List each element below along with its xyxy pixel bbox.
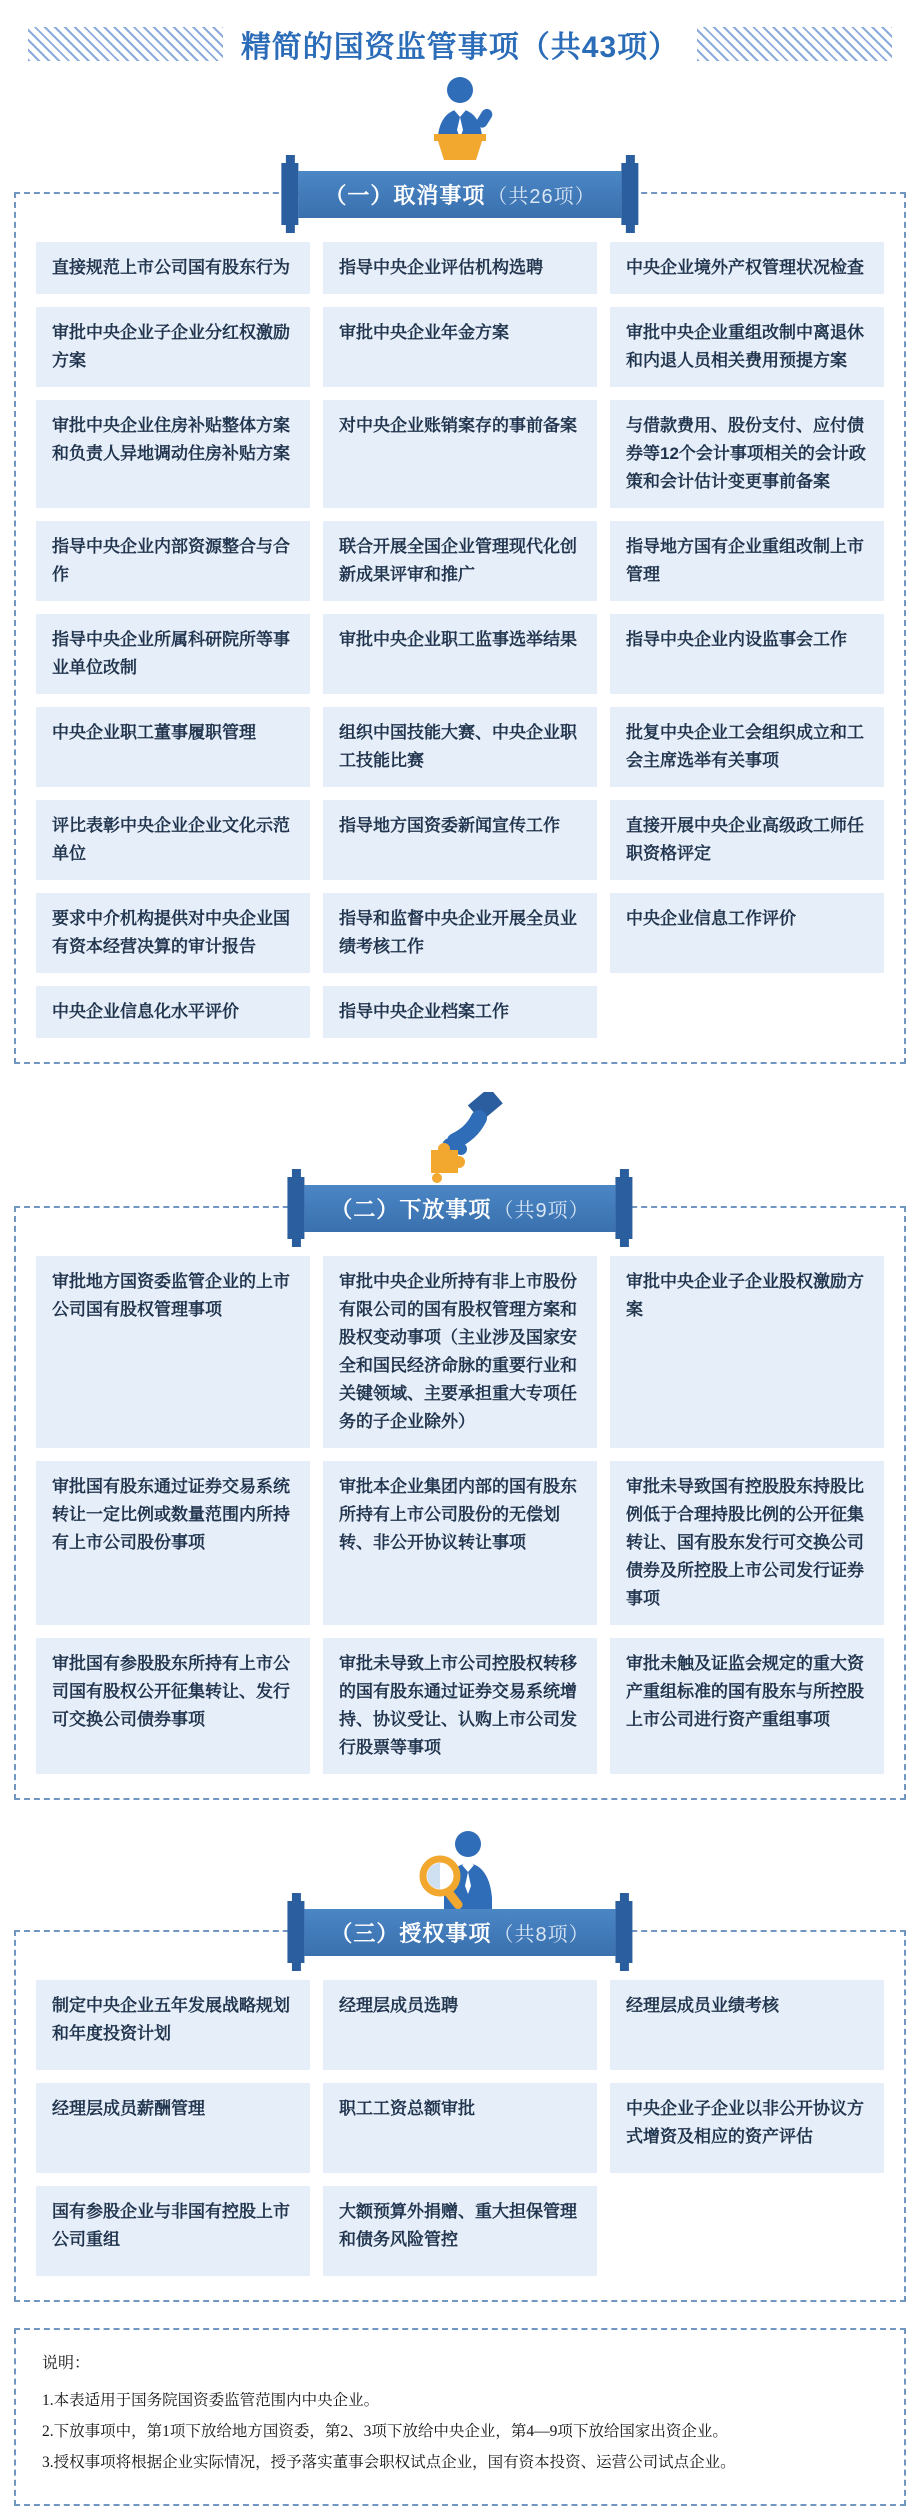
item-cell: 制定中央企业五年发展战略规划和年度投资计划 xyxy=(36,1980,310,2070)
item-cell: 中央企业职工董事履职管理 xyxy=(36,707,310,787)
page-title: 精简的国资监管事项（共43项） xyxy=(240,31,680,64)
hand-puzzle-icon xyxy=(0,1092,920,1188)
notes-lines xyxy=(42,2385,878,2478)
section-banner xyxy=(287,1177,632,1239)
item-cell: 指导中央企业所属科研院所等事业单位改制 xyxy=(36,614,310,694)
item-cell: 审批国有股东通过证券交易系统转让一定比例或数量范围内所持有上市公司股份事项 xyxy=(36,1461,310,1625)
banner-scroll-rod-left xyxy=(287,1177,304,1239)
item-cell: 指导地方国有企业重组改制上市管理 xyxy=(610,521,884,601)
item-cell: 中央企业信息化水平评价 xyxy=(36,986,310,1038)
authorized-box xyxy=(14,1920,906,2302)
note-line: 2.下放事项中，第1项下放给地方国资委，第2、3项下放给中央企业，第4—9项下放给国家出资企业。 xyxy=(42,2423,728,2440)
section-count: （共8项） xyxy=(493,1923,590,1946)
item-cell: 组织中国技能大赛、中央企业职工技能比赛 xyxy=(323,707,597,787)
section-authorized xyxy=(0,1828,920,2302)
banner-scroll-rod-left xyxy=(281,163,298,225)
items-grid xyxy=(36,242,884,1038)
item-cell: 职工工资总额审批 xyxy=(323,2083,597,2173)
item-cell: 国有参股企业与非国有控股上市公司重组 xyxy=(36,2186,310,2276)
page-header xyxy=(0,0,920,66)
item-cell: 审批中央企业所持有非上市股份有限公司的国有股权管理方案和股权变动事项（主业涉及国家安全和国民经济命脉的重要行业和关键领域、主要承担重大专项任务的子企业除外） xyxy=(323,1256,597,1448)
item-cell: 审批中央企业职工监事选举结果 xyxy=(323,614,597,694)
section-title: （一）取消事项 xyxy=(324,182,486,208)
item-cell: 批复中央企业工会组织成立和工会主席选举有关事项 xyxy=(610,707,884,787)
podium-speaker-icon xyxy=(0,72,920,174)
item-cell: 审批中央企业子企业分红权激励方案 xyxy=(36,307,310,387)
item-cell: 中央企业信息工作评价 xyxy=(610,893,884,973)
item-cell: 审批中央企业年金方案 xyxy=(323,307,597,387)
item-cell: 审批未导致上市公司控股权转移的国有股东通过证券交易系统增持、协议受让、认购上市公司发行股票等事项 xyxy=(323,1638,597,1774)
item-cell: 审批未触及证监会规定的重大资产重组标准的国有股东与所控股上市公司进行资产重组事项 xyxy=(610,1638,884,1774)
banner-scroll-rod-right xyxy=(616,1901,633,1963)
section-cancelled xyxy=(0,72,920,1064)
section-banner xyxy=(281,163,638,225)
item-cell: 审批中央企业子企业股权激励方案 xyxy=(610,1256,884,1448)
item-cell: 经理层成员薪酬管理 xyxy=(36,2083,310,2173)
item-cell: 中央企业境外产权管理状况检查 xyxy=(610,242,884,294)
items-grid xyxy=(36,1980,884,2276)
cancelled-box xyxy=(14,182,906,1064)
item-cell: 对中央企业账销案存的事前备案 xyxy=(323,400,597,508)
notes-panel xyxy=(14,2328,906,2506)
banner-scroll-rod-right xyxy=(616,1177,633,1239)
item-cell: 中央企业子企业以非公开协议方式增资及相应的资产评估 xyxy=(610,2083,884,2173)
hatch-stripe-left xyxy=(28,27,223,61)
note-line: 3.授权事项将根据企业实际情况，授予落实董事会职权试点企业，国有资本投资、运营公司试点企业。 xyxy=(42,2454,736,2471)
item-cell: 指导中央企业内设监事会工作 xyxy=(610,614,884,694)
section-count: （共26项） xyxy=(487,185,596,208)
hatch-stripe-right xyxy=(697,27,892,61)
item-cell: 直接规范上市公司国有股东行为 xyxy=(36,242,310,294)
item-cell: 指导中央企业评估机构选聘 xyxy=(323,242,597,294)
item-cell: 审批未导致国有控股股东持股比例低于合理持股比例的公开征集转让、国有股东发行可交换公司债券及所控股上市公司发行证券事项 xyxy=(610,1461,884,1625)
item-cell: 经理层成员选聘 xyxy=(323,1980,597,2070)
item-cell: 审批本企业集团内部的国有股东所持有上市公司股份的无偿划转、非公开协议转让事项 xyxy=(323,1461,597,1625)
item-cell: 指导中央企业内部资源整合与合作 xyxy=(36,521,310,601)
item-cell: 审批国有参股股东所持有上市公司国有股权公开征集转让、发行可交换公司债券事项 xyxy=(36,1638,310,1774)
item-cell: 审批地方国资委监管企业的上市公司国有股权管理事项 xyxy=(36,1256,310,1448)
items-grid xyxy=(36,1256,884,1774)
item-cell: 指导和监督中央企业开展全员业绩考核工作 xyxy=(323,893,597,973)
banner-scroll-rod-left xyxy=(287,1901,304,1963)
section-delegated xyxy=(0,1092,920,1800)
item-cell: 要求中介机构提供对中央企业国有资本经营决算的审计报告 xyxy=(36,893,310,973)
banner-scroll-rod-right xyxy=(622,163,639,225)
section-count: （共9项） xyxy=(493,1199,590,1222)
item-cell: 与借款费用、股份支付、应付债券等12个会计事项相关的会计政策和会计估计变更事前备案 xyxy=(610,400,884,508)
delegated-box xyxy=(14,1196,906,1800)
item-cell: 经理层成员业绩考核 xyxy=(610,1980,884,2070)
banner-bar xyxy=(304,1909,615,1956)
item-cell: 评比表彰中央企业企业文化示范单位 xyxy=(36,800,310,880)
section-banner xyxy=(287,1901,632,1963)
item-cell: 指导中央企业档案工作 xyxy=(323,986,597,1038)
notes-label: 说明： xyxy=(42,2355,91,2372)
item-cell: 审批中央企业重组改制中离退休和内退人员相关费用预提方案 xyxy=(610,307,884,387)
banner-bar xyxy=(298,171,621,218)
section-title: （二）下放事项 xyxy=(330,1196,492,1222)
item-cell: 联合开展全国企业管理现代化创新成果评审和推广 xyxy=(323,521,597,601)
item-cell: 审批中央企业住房补贴整体方案和负责人异地调动住房补贴方案 xyxy=(36,400,310,508)
item-cell: 指导地方国资委新闻宣传工作 xyxy=(323,800,597,880)
item-cell: 大额预算外捐赠、重大担保管理和债务风险管控 xyxy=(323,2186,597,2276)
banner-bar xyxy=(304,1185,615,1232)
note-line: 1.本表适用于国务院国资委监管范围内中央企业。 xyxy=(42,2392,380,2409)
section-title: （三）授权事项 xyxy=(330,1920,492,1946)
item-cell: 直接开展中央企业高级政工师任职资格评定 xyxy=(610,800,884,880)
